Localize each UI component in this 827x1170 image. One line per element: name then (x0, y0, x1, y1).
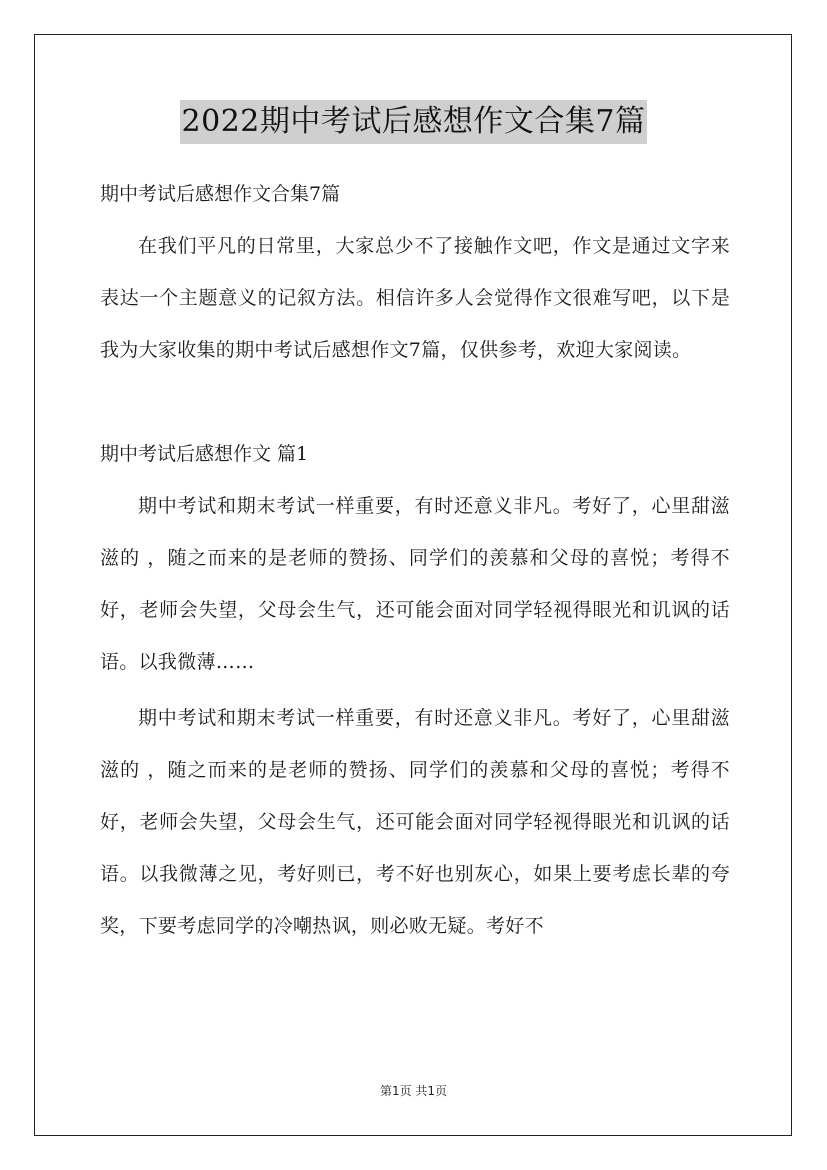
document-subtitle: 期中考试后感想作文合集7篇 (100, 183, 341, 205)
section-spacer (100, 376, 730, 428)
section1-excerpt-paragraph: 期中考试和期末考试一样重要，有时还意义非凡。考好了，心里甜滋滋的 ，随之而来的是老师的赞扬、同学们的羡慕和父母的喜悦；考得不好，老师会失望，父母会生气，还可能会面对同学轻视得眼光和讥讽的话语。以我微薄…… (100, 495, 730, 673)
document-body (100, 168, 730, 952)
document-title: 2022期中考试后感想作文合集7篇 (180, 100, 648, 144)
section1-body-paragraph: 期中考试和期末考试一样重要，有时还意义非凡。考好了，心里甜滋滋的 ，随之而来的是老师的赞扬、同学们的羡慕和父母的喜悦；考得不好，老师会失望，父母会生气，还可能会面对同学轻视得眼光和讥讽的话语。以我微薄之见，考好则已，考不好也别灰心，如果上要考虑长辈的夸奖，下要考虑同学的冷嘲热讽，则必败无疑。考好不 (100, 707, 730, 937)
page-footer: 第1页 共1页 (379, 1084, 448, 1098)
section1-heading: 期中考试后感想作文 篇1 (100, 443, 309, 465)
title-container (0, 100, 827, 144)
intro-paragraph: 在我们平凡的日常里，大家总少不了接触作文吧，作文是通过文字来表达一个主题意义的记叙方法。相信许多人会觉得作文很难写吧，以下是我为大家收集的期中考试后感想作文7篇，仅供参考，欢迎大家阅读。 (100, 235, 730, 361)
